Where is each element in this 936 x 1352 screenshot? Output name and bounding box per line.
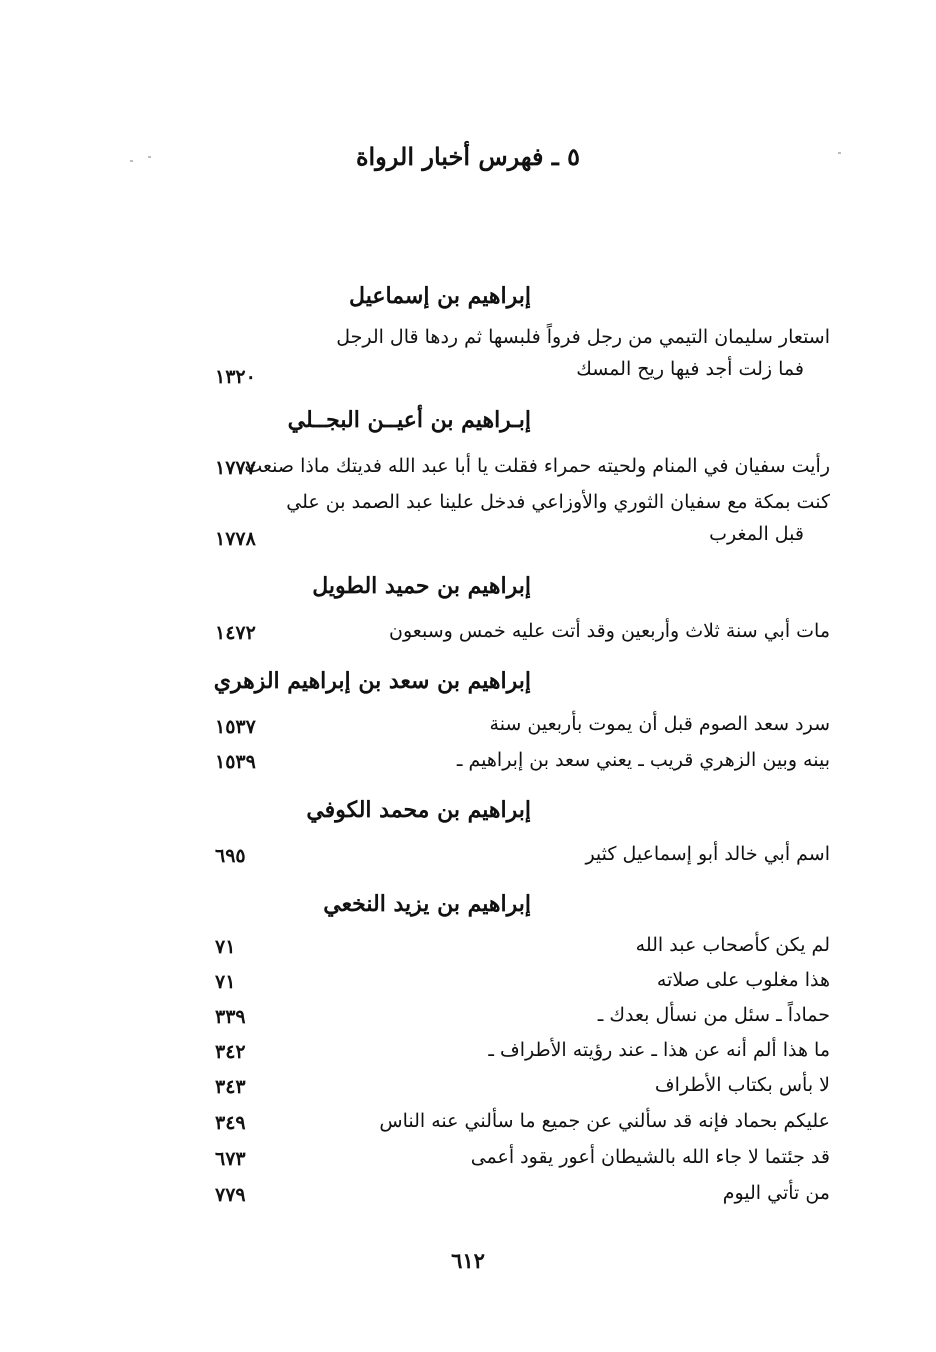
report-entry	[310, 969, 830, 991]
report-text: قد جئتما لا جاء الله بالشيطان أعور يقود أعمى	[470, 1146, 830, 1168]
report-entry	[310, 1039, 830, 1061]
report-entry	[310, 1110, 830, 1132]
report-entry	[310, 620, 830, 642]
report-number: ٣٤٣	[215, 1076, 246, 1098]
report-text: ما هذا ألم أنه عن هذا ـ عند رؤيته الأطراف ـ	[488, 1039, 830, 1061]
page-title: ٥ ـ فهرس أخبار الرواة	[355, 142, 581, 171]
narrator-heading: إبـراهيم بن أعيــن البجــلي	[287, 407, 531, 433]
report-text: اسم أبي خالد أبو إسماعيل كثير	[585, 843, 830, 865]
report-number: ١٧٧٧	[215, 457, 256, 479]
report-text: لا بأس بكتاب الأطراف	[654, 1074, 830, 1096]
report-number: ٧١	[215, 971, 236, 993]
report-entry	[310, 713, 830, 735]
report-entry	[244, 455, 830, 477]
report-number: ٧٧٩	[215, 1184, 246, 1206]
report-text: سرد سعد الصوم قبل أن يموت بأربعين سنة	[489, 713, 830, 735]
report-number: ١٥٣٧	[215, 716, 256, 738]
report-text: هذا مغلوب على صلاته	[656, 969, 830, 991]
report-number: ٦٩٥	[215, 845, 246, 867]
report-entry	[310, 1182, 830, 1204]
report-number: ٣٤٢	[215, 1041, 246, 1063]
report-entry	[310, 934, 830, 956]
report-entry	[310, 843, 830, 865]
report-text: من تأتي اليوم	[722, 1182, 830, 1204]
narrator-heading: إبراهيم بن سعد بن إبراهيم الزهري	[213, 668, 531, 694]
report-number: ٧١	[215, 936, 236, 958]
report-entry	[310, 1146, 830, 1168]
report-entry	[310, 1074, 830, 1096]
report-number: ١٣٢٠	[215, 366, 256, 388]
narrator-heading: إبراهيم بن يزيد النخعي	[323, 891, 531, 917]
report-text: بينه وبين الزهري قريب ـ يعني سعد بن إبراهيم ـ	[456, 749, 830, 771]
report-number: ١٧٧٨	[215, 528, 256, 550]
report-text: لم يكن كأصحاب عبد الله	[635, 934, 830, 956]
report-text: حماداً ـ سئل من نسأل بعدك ـ	[597, 1004, 830, 1026]
report-entry	[286, 491, 830, 545]
report-entry	[310, 1004, 830, 1026]
report-text: عليكم بحماد فإنه قد سألني عن جميع ما سألني عنه الناس	[379, 1110, 830, 1132]
report-number: ١٤٧٢	[215, 622, 256, 644]
report-entry	[310, 326, 830, 380]
report-text-continued: فما زلت أجد فيها ريح المسك	[576, 358, 804, 380]
report-entry	[310, 749, 830, 771]
report-text: كنت بمكة مع سفيان الثوري والأوزاعي فدخل علينا عبد الصمد بن علي	[286, 491, 830, 513]
report-number: ٦٧٣	[215, 1148, 246, 1170]
narrator-heading: إبراهيم بن حميد الطويل	[312, 573, 531, 599]
report-text: استعار سليمان التيمي من رجل فرواً فلبسها ثم ردها قال الرجل	[336, 326, 830, 348]
page-number: ٦١٢	[451, 1248, 485, 1273]
report-text: رأيت سفيان في المنام ولحيته حمراء فقلت يا أبا عبد الله فديتك ماذا صنعت	[244, 455, 830, 477]
report-number: ١٥٣٩	[215, 751, 256, 773]
report-text: مات أبي سنة ثلاث وأربعين وقد أتت عليه خمس وسبعون	[389, 620, 830, 642]
report-number: ٣٣٩	[215, 1006, 246, 1028]
report-text-continued: قبل المغرب	[709, 523, 804, 545]
report-number: ٣٤٩	[215, 1112, 246, 1134]
narrator-heading: إبراهيم بن إسماعيل	[349, 283, 531, 309]
narrator-heading: إبراهيم بن محمد الكوفي	[306, 797, 531, 823]
